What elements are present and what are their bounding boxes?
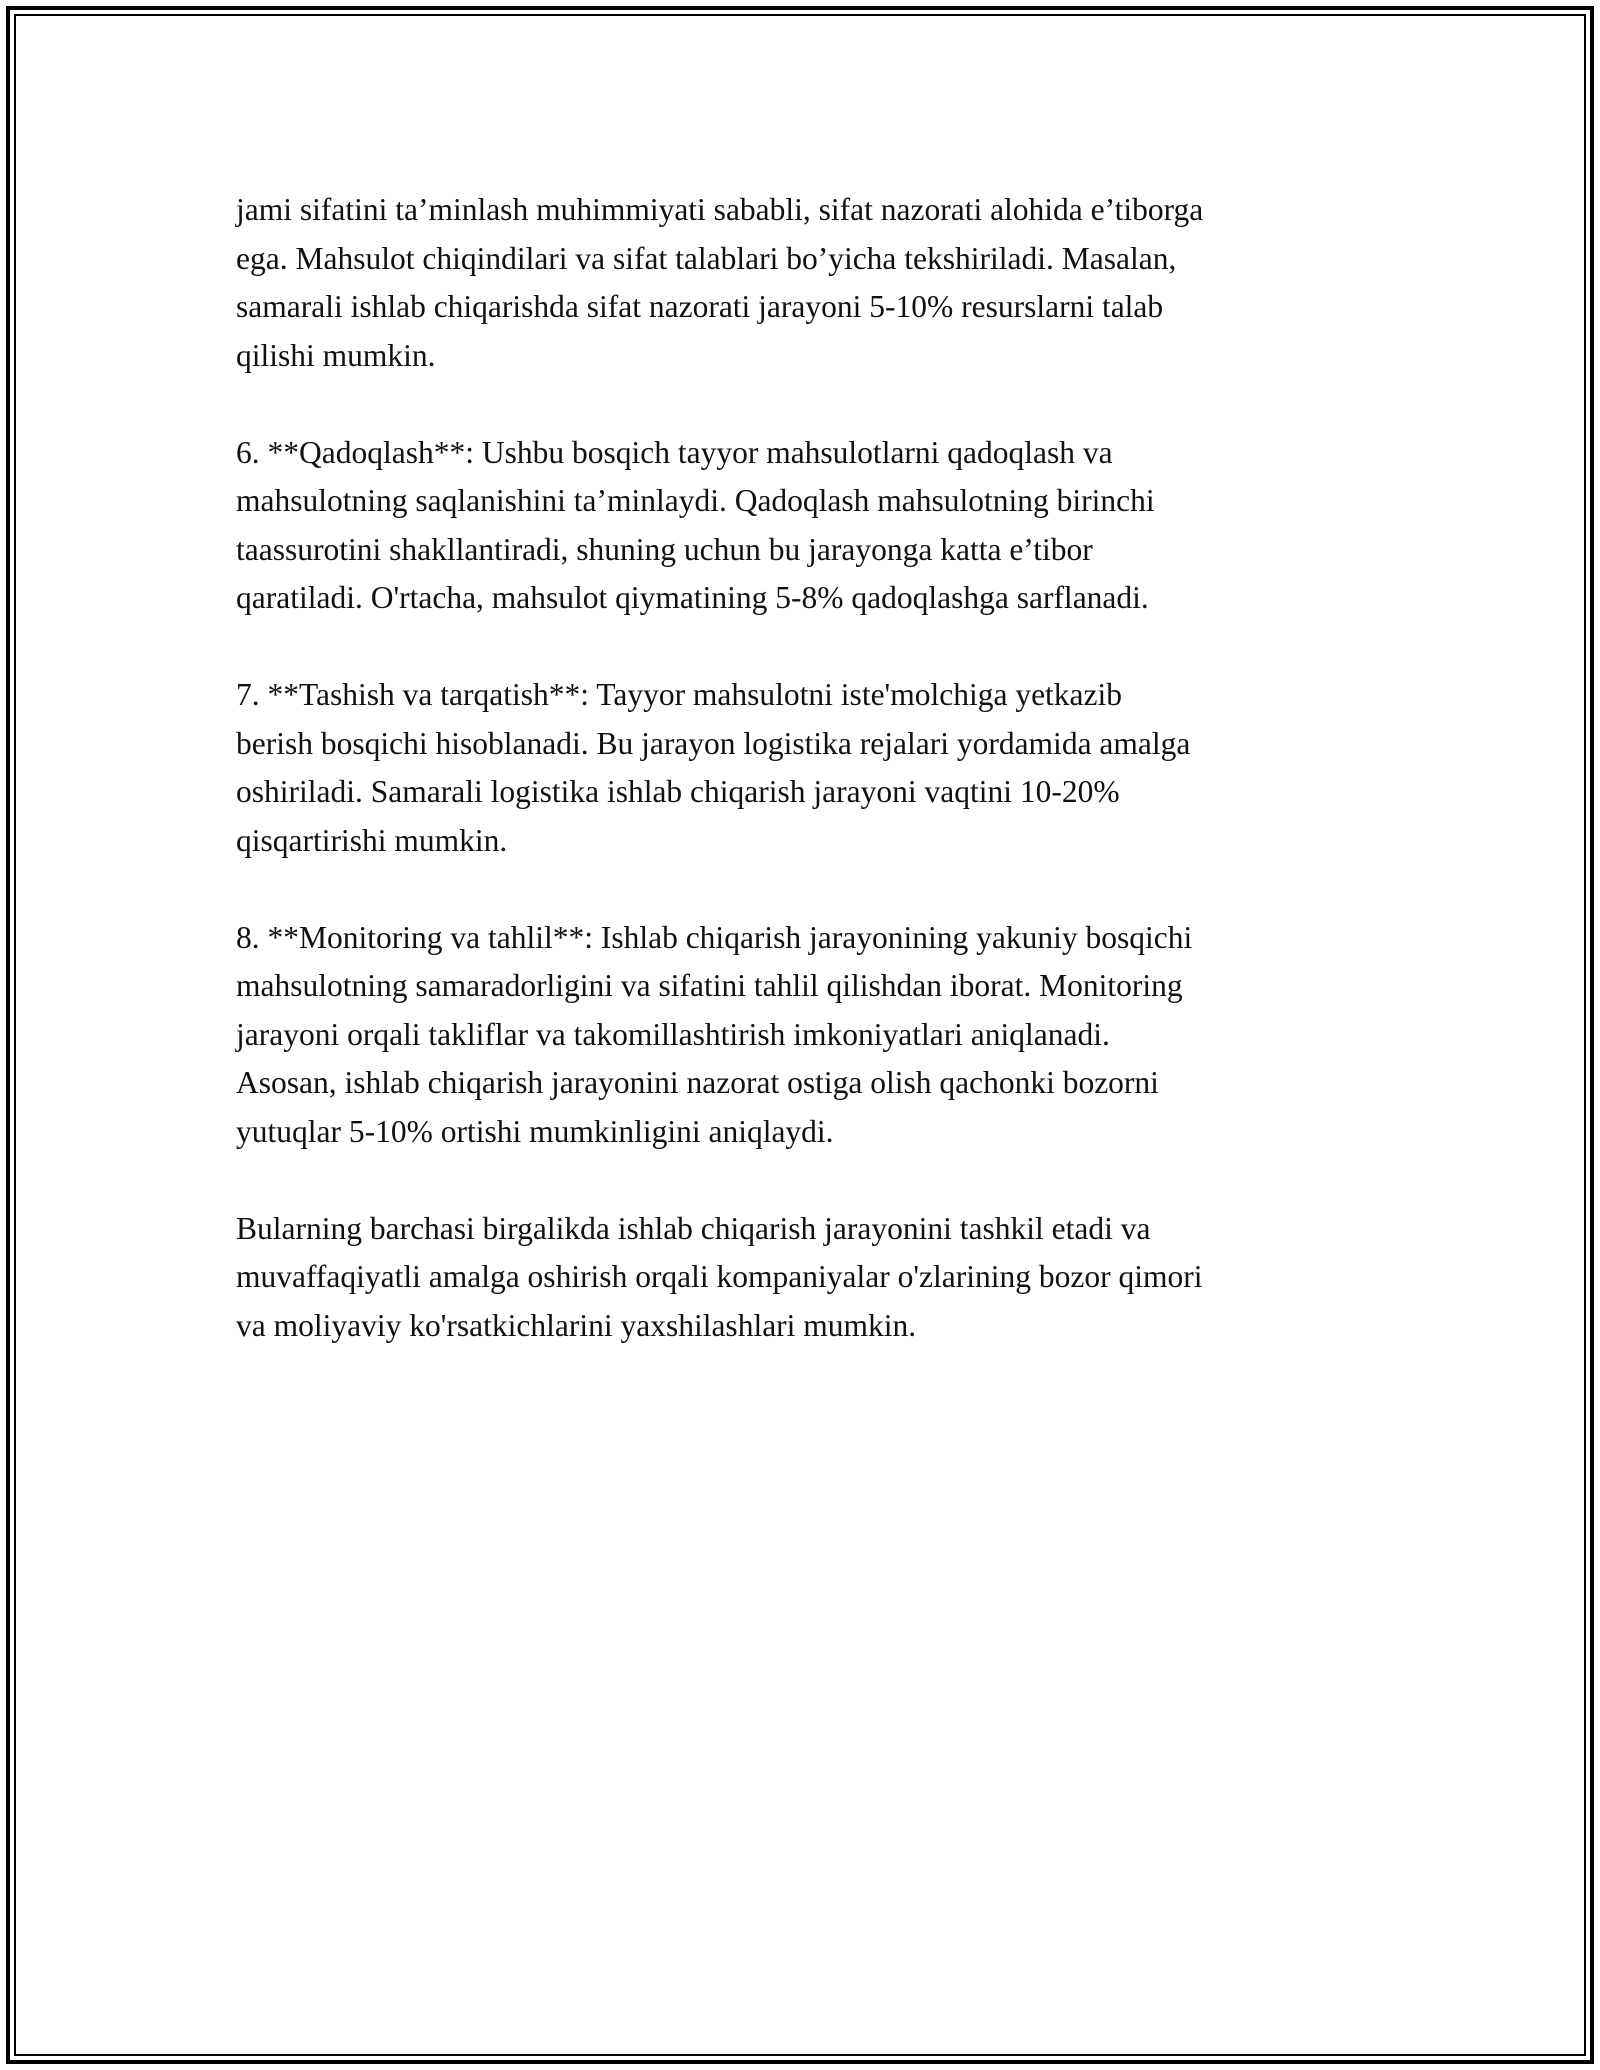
text-line: qilishi mumkin. [236, 337, 436, 373]
paragraph-transport [236, 671, 1396, 865]
text-line: jarayoni orqali takliflar va takomillashtirish imkoniyatlari aniqlanadi. [236, 1016, 1110, 1052]
text-line: oshiriladi. Samarali logistika ishlab chiqarish jarayoni vaqtini 10-20% [236, 774, 1120, 809]
text-line: ega. Mahsulot chiqindilari va sifat talablari bo’yicha tekshiriladi. Masalan, [236, 240, 1177, 276]
paragraph-packaging [236, 429, 1396, 623]
document-body [236, 186, 1396, 1399]
paragraph-conclusion [236, 1205, 1396, 1351]
text-line: 6. **Qadoqlash**: Ushbu bosqich tayyor mahsulotlarni qadoqlash va [236, 434, 1113, 470]
text-line: jami sifatini ta’minlash muhimmiyati sababli, sifat nazorati alohida e’tiborga [236, 192, 1204, 227]
text-line: samarali ishlab chiqarishda sifat nazorati jarayoni 5-10% resurslarni talab [236, 289, 1164, 324]
text-line: yutuqlar 5-10% ortishi mumkinligini aniqlaydi. [236, 1113, 834, 1149]
text-line: qisqartirishi mumkin. [236, 822, 508, 858]
text-line: berish bosqichi hisoblanadi. Bu jarayon logistika rejalari yordamida amalga [236, 725, 1191, 761]
text-line: qaratiladi. O'rtacha, mahsulot qiymatining 5-8% qadoqlashga sarflanadi. [236, 580, 1149, 615]
text-line: muvaffaqiyatli amalga oshirish orqali kompaniyalar o'zlarining bozor qimori [236, 1259, 1203, 1294]
text-line: 7. **Tashish va tarqatish**: Tayyor mahsulotni iste'molchiga yetkazib [236, 677, 1123, 712]
paragraph-quality-control [236, 186, 1396, 380]
text-line: va moliyaviy ko'rsatkichlarini yaxshilashlari mumkin. [236, 1307, 917, 1343]
text-line: Bularning barchasi birgalikda ishlab chiqarish jarayonini tashkil etadi va [236, 1210, 1151, 1246]
text-line: taassurotini shakllantiradi, shuning uchun bu jarayonga katta e’tibor [236, 531, 1093, 567]
text-line: 8. **Monitoring va tahlil**: Ishlab chiqarish jarayonining yakuniy bosqichi [236, 919, 1193, 955]
text-line: mahsulotning saqlanishini ta’minlaydi. Qadoqlash mahsulotning birinchi [236, 483, 1155, 518]
text-line: Asosan, ishlab chiqarish jarayonini nazorat ostiga olish qachonki bozorni [236, 1065, 1159, 1100]
paragraph-monitoring [236, 914, 1396, 1157]
text-line: mahsulotning samaradorligini va sifatini tahlil qilishdan iborat. Monitoring [236, 968, 1183, 1003]
